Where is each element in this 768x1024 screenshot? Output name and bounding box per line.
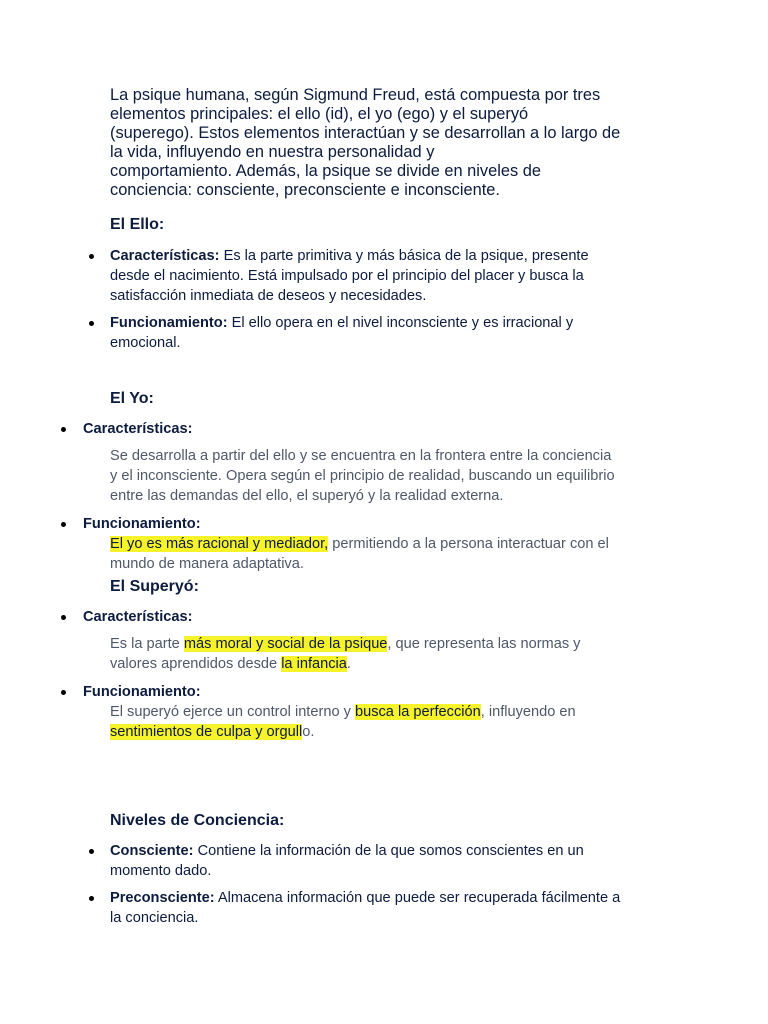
list-item [83, 682, 683, 702]
item-text: momento dado. [110, 863, 212, 879]
item-label: Características: [83, 609, 193, 625]
item-label: Características: [83, 421, 193, 437]
niveles-list [110, 841, 670, 928]
highlighted-text: sentimientos de culpa y orgull [110, 724, 303, 740]
yo-caracteristicas-text: Se desarrolla a partir del ello y se encuentra en la frontera entre la conciencia y el inconsciente. Opera según el principio de realidad, buscando un equilibrio entre las demandas del ello, el superyó y la realidad externa. [110, 448, 615, 504]
item-label: Consciente: [110, 843, 194, 859]
item-text: Contiene la información de la que somos conscientes en un [193, 843, 584, 859]
intro-paragraph [110, 86, 660, 200]
list-item [110, 841, 670, 881]
item-label: Funcionamiento: [83, 516, 201, 532]
highlighted-text: El yo es más racional y mediador, [110, 536, 329, 552]
highlighted-text: busca la perfección [354, 704, 481, 720]
intro-line: comportamiento. Además, la psique se divide en niveles de [110, 162, 541, 180]
item-text: El ello opera en el nivel inconsciente y es irracional y [227, 315, 574, 331]
heading-niveles: Niveles de Conciencia: [110, 812, 285, 829]
superyo-list-caracteristicas [83, 607, 683, 627]
yo-list-funcionamiento [83, 514, 683, 534]
heading-superyo: El Superyó: [110, 578, 199, 595]
intro-line: (superego). Estos elementos interactúan y se desarrollan a lo largo de [110, 124, 621, 142]
heading-yo: El Yo: [110, 390, 154, 407]
intro-line: la vida, influyendo en nuestra personalidad y [110, 143, 435, 161]
item-label: Funcionamiento: [83, 684, 201, 700]
item-text: Es la parte primitiva y más básica de la psique, presente [219, 248, 589, 264]
intro-line: conciencia: consciente, preconsciente e inconsciente. [110, 181, 500, 199]
item-label: Preconsciente: [110, 890, 215, 906]
superyo-list-funcionamiento [83, 682, 683, 702]
item-text: satisfacción inmediata de deseos y necesidades. [110, 288, 427, 304]
item-label: Funcionamiento: [110, 315, 228, 331]
highlighted-text: más moral y social de la psique [183, 636, 388, 652]
list-item [110, 246, 670, 306]
yo-list-caracteristicas [83, 419, 683, 439]
item-text: Almacena información que puede ser recuperada fácilmente a [214, 890, 621, 906]
highlighted-text: la infancia [281, 656, 347, 672]
list-item [110, 888, 670, 928]
intro-line: elementos principales: el ello (id), el yo (ego) y el superyó [110, 105, 529, 123]
yo-funcionamiento-text: El yo es más racional y mediador, permitiendo a la persona interactuar con el mundo de manera adaptativa. [110, 536, 609, 572]
item-text: emocional. [110, 335, 181, 351]
superyo-funcionamiento-text: El superyó ejerce un control interno y busca la perfección, influyendo en sentimientos de culpa y orgullo. [110, 704, 576, 740]
item-label: Características: [110, 248, 220, 264]
superyo-caracteristicas-text: Es la parte más moral y social de la psique, que representa las normas y valores aprendidos desde la infancia. [110, 636, 581, 672]
ello-list [110, 246, 670, 353]
list-item [83, 419, 683, 439]
list-item [83, 514, 683, 534]
item-text: la conciencia. [110, 910, 199, 926]
list-item [83, 607, 683, 627]
intro-line: La psique humana, según Sigmund Freud, está compuesta por tres [110, 86, 601, 104]
heading-ello: El Ello: [110, 216, 165, 233]
list-item [110, 313, 670, 353]
item-text: desde el nacimiento. Está impulsado por el principio del placer y busca la [110, 268, 584, 284]
